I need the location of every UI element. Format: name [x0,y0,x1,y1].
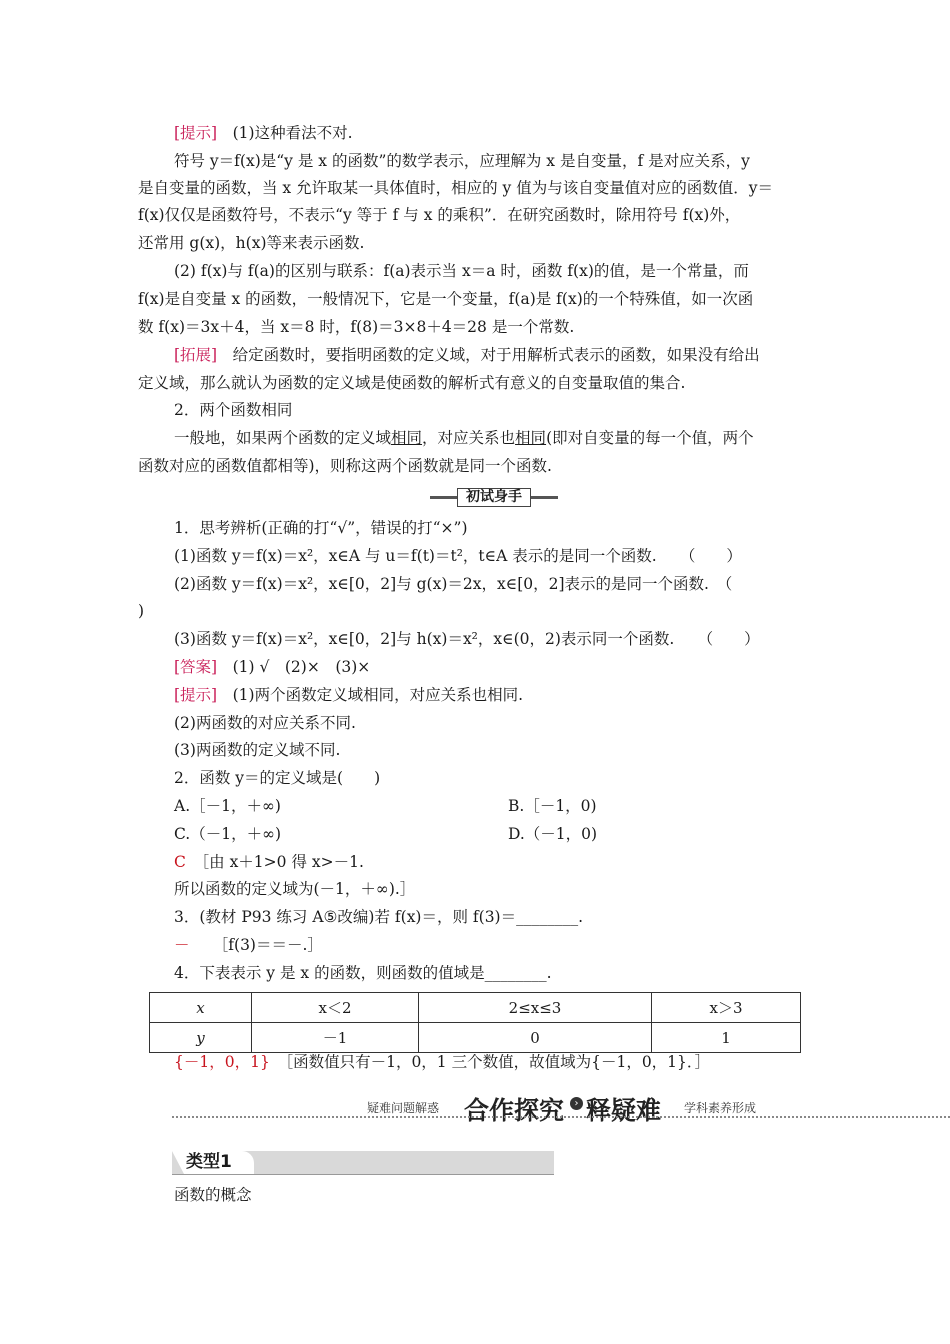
text: (1)这种看法不对. [232,124,353,142]
question-1b-cont: ) [138,602,145,620]
value-table [149,992,801,1053]
question-1: 1．思考辨析(正确的打“√”，错误的打“×”) [174,519,468,537]
type-tab [172,1151,254,1174]
text: ［由 x＋1>0 得 x>－1. [201,853,364,871]
paragraph-line: (2) f(x)与 f(a)的区别与联系：f(a)表示当 x＝a 时，函数 f(x)的值，是一个常量，而 [174,262,749,280]
type-header [172,1151,554,1175]
question-1a: (1)函数 y＝f(x)＝x²，x∈A 与 u＝f(t)＝t²，t∈A 表示的是同一个函数. （ ） [174,547,742,565]
question-1c: (3)函数 y＝f(x)＝x²，x∈[0，2]与 h(x)＝x²，x∈(0，2)表示同一个函数. （ ） [174,630,760,648]
option-b: B.［－1，0) [508,797,597,815]
underlined-text: 相同 [515,429,547,447]
paragraph-line: 还常用 g(x)，h(x)等来表示函数. [138,234,365,252]
expand-tag: [拓展] [174,346,218,364]
answer-line [174,655,816,679]
paragraph-line: 函数对应的函数值都相等)，则称这两个函数就是同一个函数. [138,457,552,475]
hint-tag: [提示] [174,124,218,142]
question-2: 2．函数 y＝的定义域是( ) [174,769,381,787]
table-cell: 1 [652,1023,801,1053]
underlined-text: 相同 [391,429,423,447]
hint-tag: [提示] [174,686,218,704]
type-title: 函数的概念 [174,1186,252,1204]
chevron-right-icon: › [570,1097,583,1110]
table-cell: －1 [252,1023,419,1053]
banner-label: 初试身手 [457,488,531,507]
table-cell: 0 [419,1023,652,1053]
question-1b: (2)函数 y＝f(x)＝x²，x∈[0，2]与 g(x)＝2x，x∈[0，2]表示的是同一个函数. （ [174,575,733,593]
q2-solution-cont: 所以函数的定义域为(－1，＋∞).］ [174,880,416,898]
subheading: 2．两个函数相同 [174,401,293,419]
paragraph-line: 符号 y＝f(x)是“y 是 x 的函数”的数学表示，应理解为 x 是自变量，f 是对应关系，y [174,152,750,170]
q2-answer-line [174,850,816,874]
dotted-rule [172,1116,950,1118]
table-cell: y [150,1023,252,1053]
q3-answer-line [174,933,816,957]
section-header [172,1095,950,1125]
q3-answer: － [174,936,190,954]
section-banner [430,487,558,507]
q2-answer: C [174,853,186,871]
text: ，对应关系也 [422,429,516,447]
table-row [150,993,801,1023]
paragraph-line: f(x)仅仅是函数符号，不表示“y 等于 f 与 x 的乘积”．在研究函数时，除用符号 f(x)外， [138,206,741,224]
type-label: 类型1 [186,1152,232,1172]
text: (1)两个函数定义域相同，对应关系也相同. [232,686,524,704]
text: (1) √ (2)× (3)× [232,658,371,676]
section-title-1: 合作探究 [464,1096,565,1125]
paragraph-line: 数 f(x)＝3x＋4，当 x＝8 时，f(8)＝3×8＋4＝28 是一个常数. [138,318,575,336]
text: 一般地，如果两个函数的定义域 [174,429,392,447]
paragraph-line: 定义域，那么就认为函数的定义域是使函数的解析式有意义的自变量取值的集合. [138,374,686,392]
section-left-label: 疑难问题解惑 [367,1101,440,1115]
option-c: C.（－1，＋∞) [174,825,282,843]
section-title-2: 释疑难 [586,1096,662,1125]
paragraph-line: f(x)是自变量 x 的函数，一般情况下，它是一个变量，f(a)是 f(x)的一个特殊值，如一次函 [138,290,754,308]
text: ［f(3)＝＝－.］ [220,936,323,954]
hint-line [174,121,816,145]
q4-answer: {－1，0，1} [174,1053,270,1071]
question-3: 3．(教材 P93 练习 A⑤改编)若 f(x)＝，则 f(3)＝________. [174,908,584,926]
table-row [150,1023,801,1053]
table-cell: 2≤x≤3 [419,993,652,1023]
section-right-label: 学科素养形成 [684,1101,757,1115]
paragraph-line [174,426,816,450]
text: ［函数值只有－1，0，1 三个数值，故值域为{－1，0，1}．］ [285,1053,711,1071]
hint-line [174,683,816,707]
question-4: 4．下表表示 y 是 x 的函数，则函数的值域是________. [174,964,552,982]
option-d: D.（－1，0) [508,825,598,843]
hint-line-3: (3)两函数的定义域不同. [174,741,341,759]
table-cell: x＜2 [252,993,419,1023]
table-cell: x [150,993,252,1023]
expand-line [174,343,816,367]
paragraph-line: 是自变量的函数，当 x 允许取某一具体值时，相应的 y 值为与该自变量值对应的函数值．y＝ [138,179,773,197]
answer-tag: [答案] [174,658,218,676]
q4-answer-line [174,1050,816,1074]
text: 给定函数时，要指明函数的定义域，对于用解析式表示的函数，如果没有给出 [232,346,760,364]
text: (即对自变量的每一个值，两个 [546,429,754,447]
hint-line-2: (2)两函数的对应关系不同. [174,714,356,732]
table-cell: x＞3 [652,993,801,1023]
option-a: A.［－1，＋∞) [174,797,281,815]
